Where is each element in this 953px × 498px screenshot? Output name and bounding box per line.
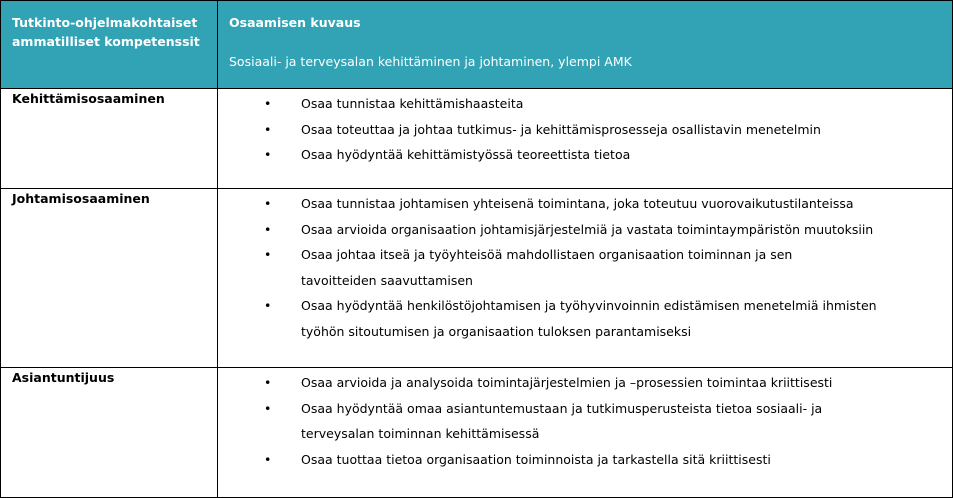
bullet-icon: • (264, 147, 272, 162)
bullet-list (218, 370, 952, 472)
bullet-icon: • (264, 96, 272, 111)
list-item (218, 242, 801, 293)
list-item (218, 91, 952, 117)
bullet-icon: • (264, 196, 272, 211)
bullet-icon: • (264, 375, 272, 390)
list-item-text: Osaa toteuttaa ja johtaa tutkimus- ja kehittämisprosesseja osallistavin menetelmin (301, 121, 821, 137)
bullet-icon: • (264, 221, 272, 237)
list-item (218, 293, 901, 344)
list-item (218, 447, 952, 473)
list-item-text: Osaa hyödyntää kehittämistyössä teoreettista tietoa (301, 147, 631, 162)
list-item-text: Osaa arvioida organisaation johtamisjärjestelmiä ja vastata toimintaympäristön muutoksiin (301, 221, 874, 237)
description-cell (218, 189, 952, 367)
bullet-icon: • (264, 400, 272, 416)
competence-label: Asiantuntijuus (12, 370, 115, 385)
competence-cell (1, 368, 218, 497)
list-item-text: Osaa tuottaa tietoa organisaation toiminnoista ja tarkastella sitä kriittisesti (301, 451, 771, 467)
header-degree-subtitle: Sosiaali- ja terveysalan kehittäminen ja johtaminen, ylempi AMK (229, 54, 632, 69)
bullet-icon: • (264, 451, 272, 467)
list-item-text: Osaa arvioida ja analysoida toimintajärjestelmien ja –prosessien toimintaa kriittisesti (301, 375, 833, 390)
header-description-title: Osaamisen kuvaus (229, 15, 361, 30)
competence-label: Kehittämisosaaminen (12, 91, 165, 106)
list-item-text: Osaa hyödyntää omaa asiantuntemustaan ja tutkimusperusteista tietoa sosiaali- ja terveysalan toiminnan kehittämisessä (301, 400, 823, 441)
bullet-icon: • (264, 298, 272, 313)
list-item (218, 191, 918, 217)
bullet-icon: • (264, 121, 272, 137)
list-item-text: Osaa tunnistaa kehittämishaasteita (301, 96, 524, 111)
list-item (218, 217, 918, 243)
list-item (218, 117, 952, 143)
list-item (218, 370, 952, 396)
table-row (1, 189, 952, 368)
header-cell-competences (1, 1, 218, 88)
table-row (1, 368, 952, 497)
bullet-icon: • (264, 247, 272, 262)
list-item-text: Osaa johtaa itseä ja työyhteisöä mahdollistaen organisaation toiminnan ja sen tavoitteiden saavuttamisen (301, 247, 793, 288)
list-item-text: Osaa tunnistaa johtamisen yhteisenä toimintana, joka toteutuu vuorovaikutustilanteissa (301, 196, 854, 211)
description-cell (218, 89, 952, 188)
competence-cell (1, 89, 218, 188)
list-item-text: Osaa hyödyntää henkilöstöjohtamisen ja työhyvinvoinnin edistämisen menetelmiä ihmisten työhön sitoutumisen ja organisaation tuloksen parantamiseksi (301, 298, 877, 339)
header-cell-description (218, 1, 952, 88)
table-row (1, 89, 952, 189)
table-header (1, 1, 952, 89)
description-cell (218, 368, 952, 497)
bullet-list (218, 91, 952, 168)
list-item (218, 142, 952, 168)
bullet-list (218, 191, 918, 344)
competence-cell (1, 189, 218, 367)
list-item (218, 396, 881, 447)
header-competences-label: Tutkinto-ohjelmakohtaiset ammatilliset kompetenssit (12, 15, 200, 49)
competence-label: Johtamisosaaminen (12, 191, 150, 206)
